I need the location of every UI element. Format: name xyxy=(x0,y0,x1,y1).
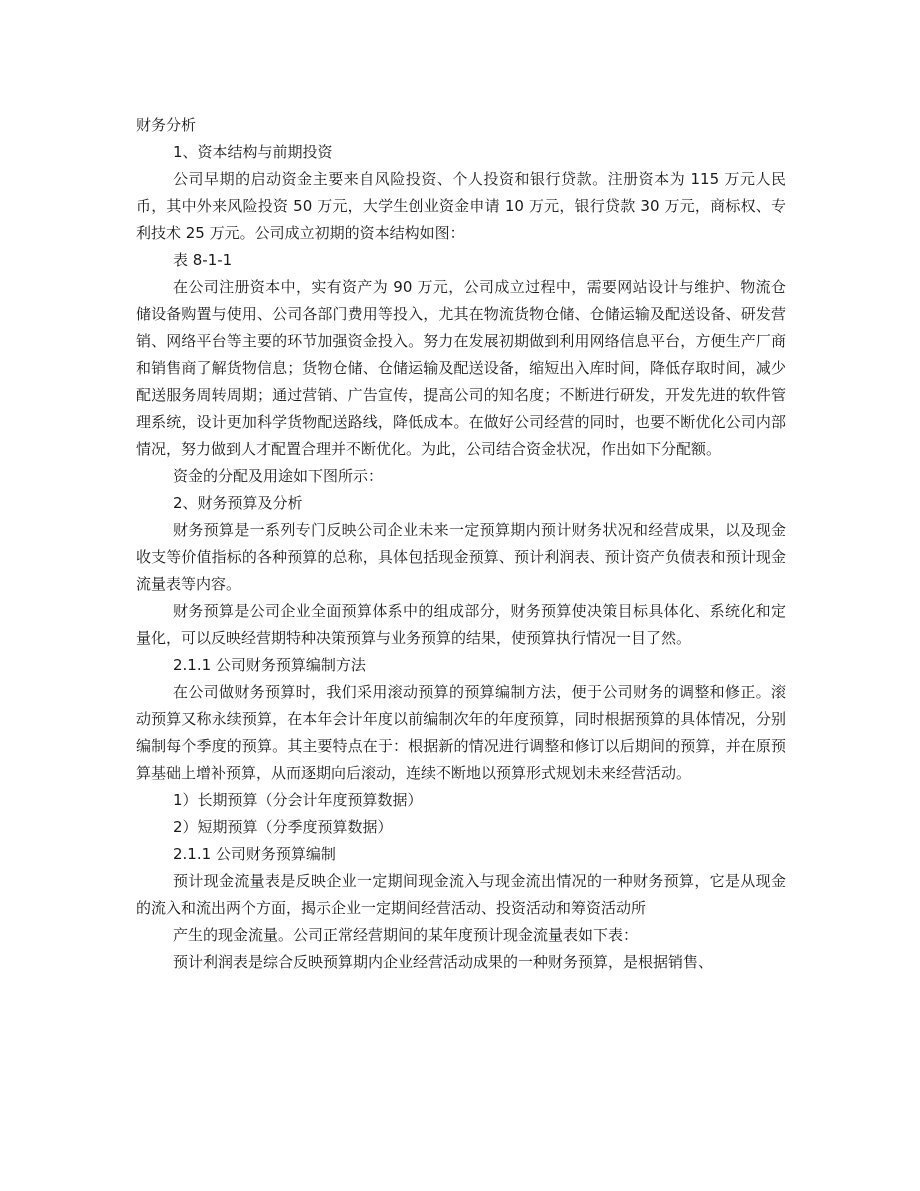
paragraph-cash-flow-table-intro: 产生的现金流量。公司正常经营期间的某年度预计现金流量表如下表： xyxy=(173,926,639,944)
list-item-long-term: 1）长期预算（分会计年度预算数据） xyxy=(173,791,423,809)
table-caption: 表 8-1-1 xyxy=(173,251,233,269)
subsection-heading-budget-method: 2.1.1 公司财务预算编制方法 xyxy=(173,656,366,674)
paragraph-startup-funds: 公司早期的启动资金主要来自风险投资、个人投资和银行贷款。注册资本为 115 万元人民币，其中外来风险投资 50 万元，大学生创业资金申请 10 万元，银行贷款 30 万元，商标权、专利技术 25 万元。公司成立初期的资本结构如图： xyxy=(136,170,786,242)
paragraph-budget-role: 财务预算是公司企业全面预算体系中的组成部分，财务预算使决策目标具体化、系统化和定量化，可以反映经营期特种决策预算与业务预算的结果，使预算执行情况一目了然。 xyxy=(136,602,786,647)
section-heading-budget-analysis: 2、财务预算及分析 xyxy=(173,494,303,512)
subsection-heading-budget-compilation: 2.1.1 公司财务预算编制 xyxy=(173,845,336,863)
section-heading-capital-structure: 1、资本结构与前期投资 xyxy=(173,143,333,161)
document-title: 财务分析 xyxy=(136,116,197,134)
paragraph-budget-definition: 财务预算是一系列专门反映公司企业未来一定预算期内预计财务状况和经营成果，以及现金收支等价值指标的各种预算的总称，具体包括现金预算、预计利润表、预计资产负债表和预计现金流量表等内容。 xyxy=(136,521,786,593)
paragraph-capital-allocation: 在公司注册资本中，实有资产为 90 万元，公司成立过程中，需要网站设计与维护、物流仓储设备购置与使用、公司各部门费用等投入，尤其在物流货物仓储、仓储运输及配送设备、研发营销、网络平台等主要的环节加强资金投入。努力在发展初期做到利用网络信息平台，方便生产厂商和销售商了解货物信息；货物仓储、仓储运输及配送设备，缩短出入库时间，降低存取时间，减少配送服务周转周期；通过营销、广告宣传，提高公司的知名度；不断进行研发，开发先进的软件管理系统，设计更加科学货物配送路线，降低成本。在做好公司经营的同时，也要不断优化公司内部情况，努力做到人才配置合理并不断优化。为此，公司结合资金状况，作出如下分配额。 xyxy=(136,278,786,458)
document-page xyxy=(136,112,786,976)
list-item-short-term: 2）短期预算（分季度预算数据） xyxy=(173,818,393,836)
paragraph-income-statement-forecast: 预计利润表是综合反映预算期内企业经营活动成果的一种财务预算，是根据销售、 xyxy=(173,953,714,971)
paragraph-fund-usage: 资金的分配及用途如下图所示： xyxy=(173,467,384,485)
paragraph-cash-flow-forecast: 预计现金流量表是反映企业一定期间现金流入与现金流出情况的一种财务预算，它是从现金的流入和流出两个方面，揭示企业一定期间经营活动、投资活动和筹资活动所 xyxy=(136,872,786,917)
paragraph-rolling-budget: 在公司做财务预算时，我们采用滚动预算的预算编制方法，便于公司财务的调整和修正。滚动预算又称永续预算，在本年会计年度以前编制次年的年度预算，同时根据预算的具体情况，分别编制每个季度的预算。其主要特点在于：根据新的情况进行调整和修订以后期间的预算，并在原预算基础上增补预算，从而逐期向后滚动，连续不断地以预算形式规划未来经营活动。 xyxy=(136,683,786,782)
